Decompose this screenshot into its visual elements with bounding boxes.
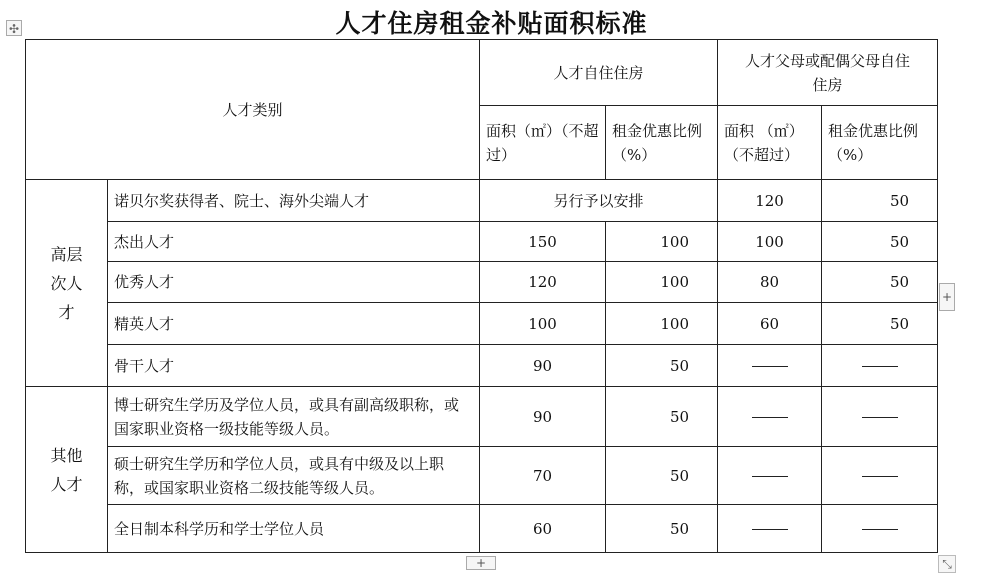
subsidy-standard-table — [25, 39, 938, 553]
add-column-button[interactable]: + — [939, 283, 955, 311]
self-area: 90 — [480, 345, 606, 387]
row-label: 优秀人才 — [108, 262, 480, 303]
empty-value-dash — [862, 417, 898, 418]
empty-value-dash — [752, 366, 788, 367]
row-label: 诺贝尔奖获得者、院士、海外尖端人才 — [108, 180, 480, 222]
table-row — [26, 222, 938, 262]
empty-value-dash — [752, 417, 788, 418]
row-label: 精英人才 — [108, 303, 480, 345]
parent-area — [718, 505, 822, 553]
parent-ratio — [822, 387, 938, 447]
group-label-other: 其他人才 — [26, 387, 108, 553]
table-row — [26, 387, 938, 447]
self-ratio: 100 — [606, 222, 718, 262]
document-title: 人才住房租金补贴面积标准 — [335, 9, 648, 38]
self-area: 90 — [480, 387, 606, 447]
self-area: 150 — [480, 222, 606, 262]
parent-area: 100 — [718, 222, 822, 262]
parent-ratio: 50 — [822, 180, 938, 222]
parent-area — [718, 345, 822, 387]
parent-ratio: 50 — [822, 222, 938, 262]
row-label: 硕士研究生学历和学位人员，或具有中级及以上职称，或国家职业资格二级技能等级人员。 — [108, 447, 480, 505]
row-label: 博士研究生学历及学位人员，或具有副高级职称，或国家职业资格一级技能等级人员。 — [108, 387, 480, 447]
self-housing-merged: 另行予以安排 — [480, 180, 718, 222]
parent-ratio: 50 — [822, 303, 938, 345]
self-area: 100 — [480, 303, 606, 345]
header-parents-housing: 人才父母或配偶父母自住住房 — [718, 40, 938, 106]
parent-area: 60 — [718, 303, 822, 345]
add-row-button[interactable]: + — [466, 556, 496, 570]
parent-ratio — [822, 447, 938, 505]
self-ratio: 50 — [606, 387, 718, 447]
empty-value-dash — [862, 529, 898, 530]
table-row — [26, 180, 938, 222]
table-row — [26, 262, 938, 303]
self-ratio: 100 — [606, 303, 718, 345]
table-row — [26, 345, 938, 387]
parent-area: 120 — [718, 180, 822, 222]
self-area: 70 — [480, 447, 606, 505]
parent-area — [718, 387, 822, 447]
table-row — [26, 505, 938, 553]
parent-ratio: 50 — [822, 262, 938, 303]
self-ratio: 50 — [606, 345, 718, 387]
table-row — [26, 447, 938, 505]
self-ratio: 100 — [606, 262, 718, 303]
parent-ratio — [822, 345, 938, 387]
table-resize-handle-icon[interactable]: ⤡ — [938, 555, 956, 573]
group-label-high-level: 高层次人才 — [26, 180, 108, 387]
self-ratio: 50 — [606, 447, 718, 505]
table-move-handle-icon[interactable]: ✣ — [6, 20, 22, 36]
header-self-housing: 人才自住住房 — [480, 40, 718, 106]
table-row — [26, 303, 938, 345]
row-label: 杰出人才 — [108, 222, 480, 262]
empty-value-dash — [862, 476, 898, 477]
self-area: 120 — [480, 262, 606, 303]
self-area: 60 — [480, 505, 606, 553]
self-ratio: 50 — [606, 505, 718, 553]
header-self-ratio: 租金优惠比例（%） — [606, 106, 718, 180]
empty-value-dash — [862, 366, 898, 367]
row-label: 骨干人才 — [108, 345, 480, 387]
parent-area — [718, 447, 822, 505]
header-parent-ratio: 租金优惠比例（%） — [822, 106, 938, 180]
empty-value-dash — [752, 476, 788, 477]
parent-ratio — [822, 505, 938, 553]
parent-area: 80 — [718, 262, 822, 303]
empty-value-dash — [752, 529, 788, 530]
row-label: 全日制本科学历和学士学位人员 — [108, 505, 480, 553]
header-category: 人才类别 — [26, 40, 480, 180]
header-parent-area: 面积 （㎡）（不超过） — [718, 106, 822, 180]
header-self-area: 面积（㎡）（不超过） — [480, 106, 606, 180]
